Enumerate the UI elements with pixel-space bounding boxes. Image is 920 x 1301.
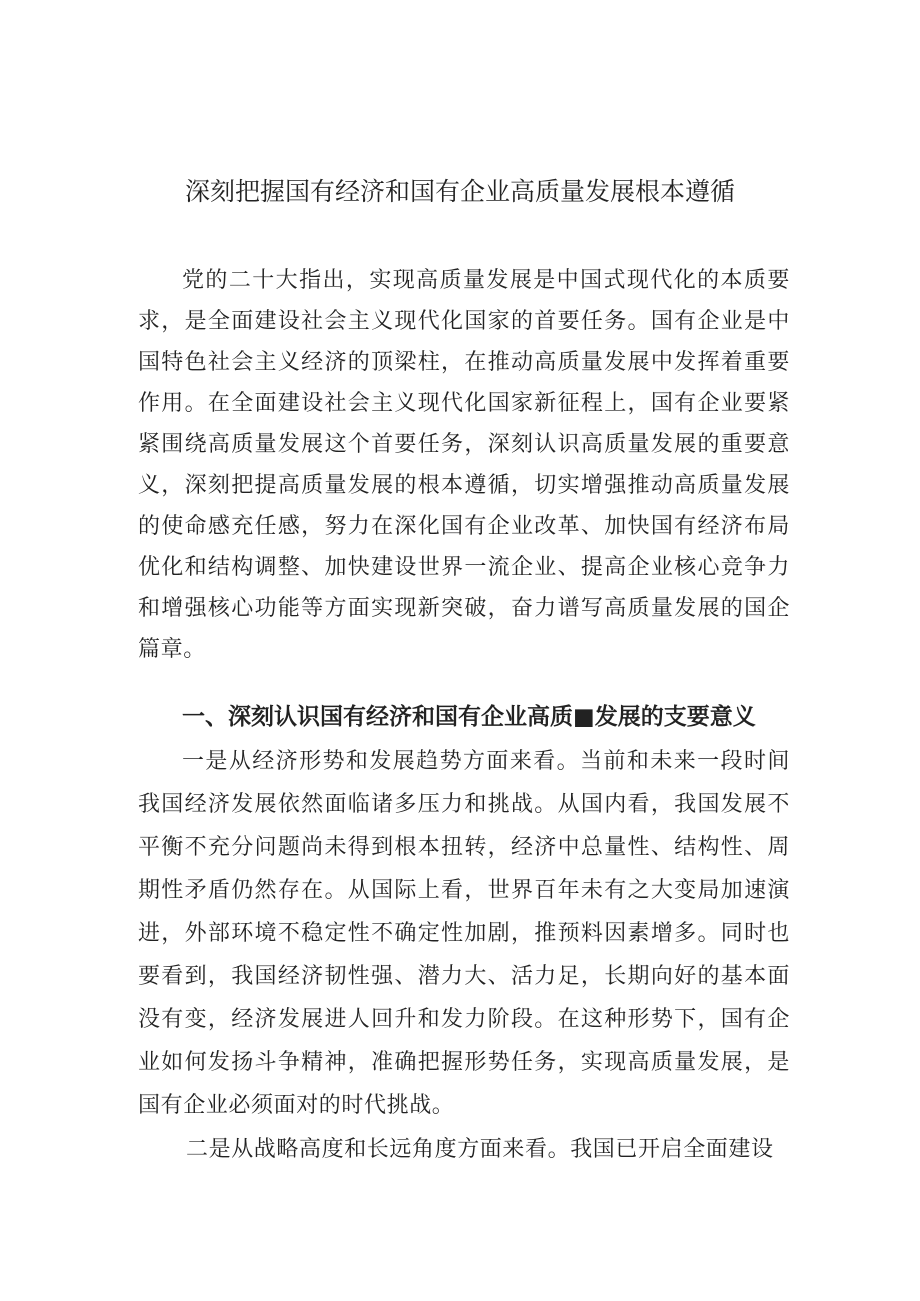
section-paragraph-1: 一是从经济形势和发展趋势方面来看。当前和未来一段时间我国经济发展依然面临诸多压力和挑战。从国内看，我国发展不平衡不充分问题尚未得到根本扭转，经济中总量性、结构性、周期性矛盾仍然存在。从国际上看，世界百年未有之大变局加速演进，外部环境不稳定性不确定性加剧，推预料因素增多。同时也要看到，我国经济韧性强、潜力大、活力足，长期向好的基本面没有变，经济发展进人回升和发力阶段。在这种形势下，国有企业如何发扬斗争精神，准确把握形势任务，实现高质量发展，是国有企业必须面对的时代挑战。 xyxy=(138,749,790,1118)
section-heading: 一、深刻认识国有经济和国有企业高质■发展的支要意义 xyxy=(182,704,756,730)
section-paragraph-2: 二是从战略高度和长远角度方面来看。我国已开启全面建设 xyxy=(186,1137,774,1162)
intro-paragraph: 党的二十大指出，实现高质量发展是中国式现代化的本质要求，是全面建设社会主义现代化国家的首要任务。国有企业是中国特色社会主义经济的顶梁柱，在推动高质量发展中发挥着重要作用。在全面建设社会主义现代化国家新征程上，国有企业要紧紧围绕高质量发展这个首要任务，深刻认识高质量发展的重要意义，深刻把提高质量发展的根本遵循，切实增强推动高质量发展的使命感充任感，努力在深化国有企业改革、加快国有经济布局优化和结构调整、加快建设世界一流企业、提高企业核心竞争力和增强核心功能等方面实现新突破，奋力谱写高质量发展的国企篇章。 xyxy=(138,268,790,662)
document-title: 深刻把握国有经济和国有企业高质量发展根本遵循 xyxy=(184,177,735,206)
